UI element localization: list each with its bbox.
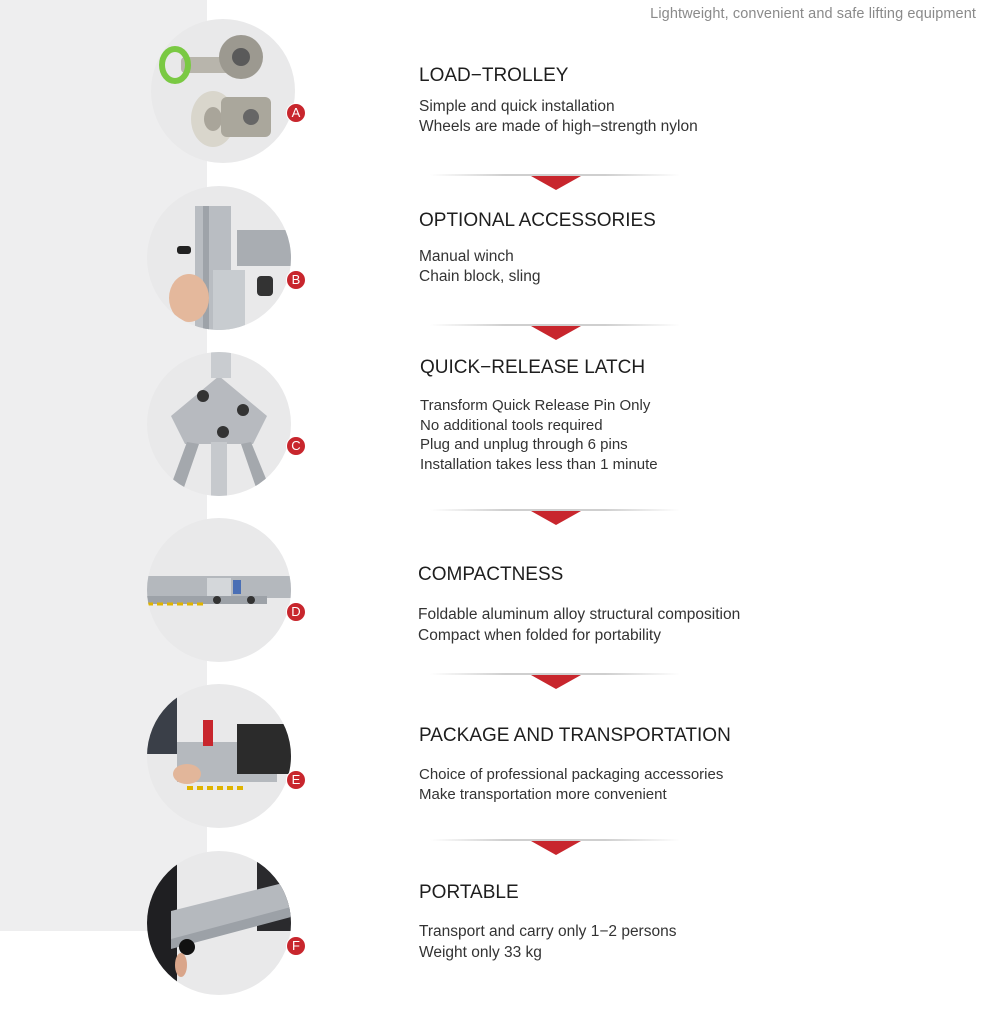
- feature-title: QUICK−RELEASE LATCH: [420, 357, 646, 378]
- feature-title: LOAD−TROLLEY: [419, 65, 569, 86]
- feature-description: [418, 604, 740, 646]
- description-line: Wheels are made of high−strength nylon: [419, 118, 698, 135]
- description-line: Installation takes less than 1 minute: [420, 455, 658, 473]
- description-line: Plug and unplug through 6 pins: [420, 436, 628, 453]
- latch-photo: [147, 352, 291, 496]
- feature-title: OPTIONAL ACCESSORIES: [419, 210, 656, 231]
- feature-description: [419, 765, 723, 804]
- accessories-photo: [147, 186, 291, 330]
- badge-e: E: [286, 770, 306, 790]
- chevron-down-icon: [531, 326, 581, 340]
- chevron-down-icon: [531, 841, 581, 855]
- description-line: Manual winch: [419, 248, 514, 265]
- description-line: Compact when folded for portability: [418, 627, 661, 644]
- feature-title: PACKAGE AND TRANSPORTATION: [419, 725, 731, 746]
- description-line: Chain block, sling: [419, 268, 541, 285]
- description-line: Simple and quick installation: [419, 98, 615, 115]
- page-tagline: Lightweight, convenient and safe lifting equipment: [650, 6, 976, 22]
- feature-title: PORTABLE: [419, 882, 519, 903]
- package-photo: [147, 684, 291, 828]
- badge-b: B: [286, 270, 306, 290]
- description-line: Foldable aluminum alloy structural composition: [418, 606, 741, 623]
- chevron-down-icon: [531, 675, 581, 689]
- description-line: Weight only 33 kg: [419, 944, 542, 961]
- chevron-down-icon: [531, 176, 581, 190]
- badge-a: A: [286, 103, 306, 123]
- badge-d: D: [286, 602, 306, 622]
- description-line: Transform Quick Release Pin Only: [420, 397, 651, 414]
- compact-frame-photo: [147, 518, 291, 662]
- feature-description: [420, 396, 658, 474]
- description-line: No additional tools required: [420, 416, 603, 434]
- feature-title: COMPACTNESS: [418, 564, 564, 585]
- badge-c: C: [286, 436, 306, 456]
- description-line: Transport and carry only 1−2 persons: [419, 923, 677, 940]
- description-line: Make transportation more convenient: [419, 785, 667, 803]
- load-trolley-photo: [151, 19, 295, 163]
- feature-description: [419, 247, 540, 287]
- badge-f: F: [286, 936, 306, 956]
- feature-description: [419, 97, 698, 137]
- chevron-down-icon: [531, 511, 581, 525]
- feature-description: [419, 921, 676, 963]
- description-line: Choice of professional packaging accessories: [419, 766, 724, 783]
- carry-photo: [147, 851, 291, 995]
